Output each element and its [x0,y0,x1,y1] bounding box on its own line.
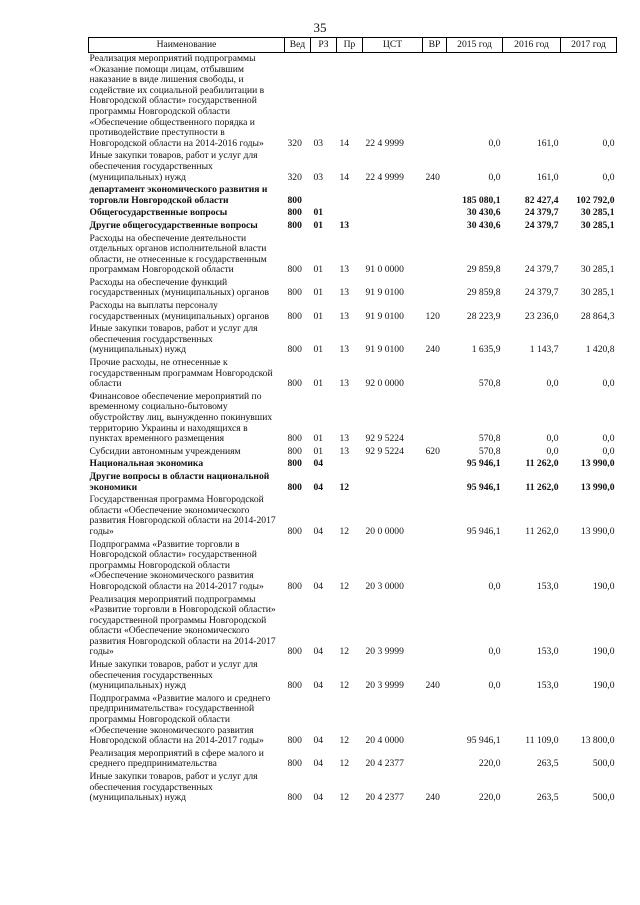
cell-rz: 04 [313,680,324,692]
cell-2017: 0,0 [602,433,615,445]
cell-pr: 12 [339,680,350,692]
cell-ved: 800 [287,580,302,592]
cell-ved: 320 [287,137,302,149]
cell-vr [423,594,447,660]
cell-rz: 04 [313,481,324,493]
cell-2017: 190,0 [592,646,615,658]
cell-name: Финансовое обеспечение мероприятий по временному социально-бытовому обустройству лиц, вынужденно покинувших территорию Украины и находящихся в пунктах временного размещения [89,390,273,445]
cell-rz: 04 [313,735,324,747]
cell-cst: 91 9 0100 [365,287,404,299]
cell-rz: 01 [313,287,324,299]
cell-name: Подпрограмма «Развитие торговли в Новгородской области» государственной программы Новгородской области «Обеспечение экономического развития Новгородской области на 2014-2017 годы» [89,538,264,592]
cell-ved: 800 [287,207,302,219]
cell-2016: 24 379,7 [524,287,559,299]
header-2017: 2017 год [561,38,617,53]
table-row [89,748,617,771]
cell-name: департамент экономического развития и торговли Новгородской области [89,184,268,206]
cell-pr: 13 [339,445,350,457]
cell-pr: 13 [339,310,350,322]
cell-pr: 12 [339,792,350,804]
cell-ved: 800 [287,378,302,390]
table-row [89,693,617,748]
cell-cst: 20 3 9999 [365,646,404,658]
cell-2016: 82 427,4 [524,194,559,206]
table-row [89,594,617,660]
cell-name: Подпрограмма «Развитие малого и среднего предпринимательства» государственной программы Новгородской области «Обеспечение экономического развития Новгородской области на 2014-2017 годы» [89,692,271,747]
table-row [89,323,617,357]
table-row [89,659,617,693]
header-2016: 2016 год [503,38,561,53]
cell-2016: 24 379,7 [524,219,559,231]
cell-2017: 0,0 [602,378,615,390]
cell-pr [337,207,363,220]
cell-cst: 91 9 0100 [365,344,404,356]
cell-rz: 01 [313,264,324,276]
table-header [89,38,617,53]
table-row [89,494,617,538]
cell-vr [423,391,447,446]
table-row [89,233,617,277]
cell-2016: 11 109,0 [525,735,559,747]
cell-2015: 570,8 [478,433,501,445]
cell-pr: 13 [339,264,350,276]
cell-ved: 800 [287,646,302,658]
cell-name: Расходы на обеспечение функций государственных (муниципальных) органов [89,276,270,299]
cell-name: Иные закупки товаров, работ и услуг для обеспечения государственных (муниципальных) нужд [89,771,258,804]
cell-name: Иные закупки товаров, работ и услуг для обеспечения государственных (муниципальных) нужд [89,150,258,183]
cell-2016: 0,0 [546,378,559,390]
table-row [89,300,617,323]
cell-vr [423,233,447,277]
cell-vr [423,471,447,494]
cell-2016: 161,0 [536,137,559,149]
cell-2017: 13 990,0 [580,458,615,470]
cell-2017: 0,0 [602,445,615,457]
cell-2017: 0,0 [602,137,615,149]
cell-2016: 24 379,7 [524,264,559,276]
cell-2017: 190,0 [592,680,615,692]
table-row [89,458,617,471]
cell-rz [311,184,337,207]
cell-ved: 800 [287,680,302,692]
cell-cst [363,184,423,207]
cell-ved: 320 [287,171,302,183]
cell-vr [423,494,447,538]
cell-2015: 29 859,8 [466,264,501,276]
cell-2016: 161,0 [536,171,559,183]
cell-rz: 01 [313,433,324,445]
header-cst: ЦСТ [363,38,423,53]
cell-2015: 29 859,8 [466,287,501,299]
cell-2017: 1 420,8 [585,344,615,356]
cell-2015: 28 223,9 [466,310,501,322]
cell-2015: 1 635,9 [471,344,501,356]
cell-2016: 24 379,7 [524,207,559,219]
cell-pr: 13 [339,287,350,299]
cell-vr: 240 [425,171,440,183]
cell-2015: 0,0 [488,680,501,692]
cell-2015: 0,0 [488,171,501,183]
cell-ved: 800 [287,310,302,322]
cell-vr [423,277,447,300]
cell-2015: 95 946,1 [466,481,501,493]
cell-vr [423,458,447,471]
cell-2017: 13 990,0 [580,525,615,537]
cell-rz: 04 [313,792,324,804]
cell-cst [363,458,423,471]
cell-pr: 12 [339,735,350,747]
cell-pr: 12 [339,646,350,658]
cell-cst: 92 9 5224 [365,433,404,445]
cell-2015: 570,8 [478,378,501,390]
table-row [89,357,617,391]
page-number: 35 [313,20,327,35]
cell-vr: 120 [425,310,440,322]
cell-cst [363,471,423,494]
cell-2017: 28 864,3 [580,310,615,322]
cell-vr: 240 [425,344,440,356]
cell-name: Прочие расходы, не отнесенные к государственным программам Новгородской области [89,357,273,390]
cell-2016: 263,5 [536,758,559,770]
cell-2015: 185 080,1 [462,194,501,206]
cell-vr [423,53,447,151]
table-row [89,446,617,459]
cell-rz: 04 [313,580,324,592]
cell-pr: 13 [339,433,350,445]
cell-name: Расходы на выплаты персоналу государственных (муниципальных) органов [89,300,270,322]
cell-pr: 12 [339,481,350,493]
cell-2015: 0,0 [488,580,501,592]
cell-name: Реализация мероприятий подпрограммы «Развитие торговли в Новгородской области» государственной программы Новгородской области «Обеспечение экономического развития Новгородской области на 2014-2017 годы» [89,593,276,658]
cell-name: Реализация мероприятий в сфере малого и среднего предпринимательства [89,747,264,770]
table-row [89,277,617,300]
cell-rz: 04 [313,646,324,658]
cell-cst: 20 4 2377 [365,758,404,770]
cell-name: Другие вопросы в области национальной экономики [89,470,270,493]
cell-2016: 153,0 [536,646,559,658]
cell-ved: 800 [287,735,302,747]
header-ved: Вед [285,38,311,53]
cell-2015: 570,8 [478,445,501,457]
cell-2017: 500,0 [592,792,615,804]
cell-2015: 0,0 [488,137,501,149]
cell-2016: 23 236,0 [524,310,559,322]
cell-name: Иные закупки товаров, работ и услуг для обеспечения государственных (муниципальных) нужд [89,659,258,692]
cell-cst [363,207,423,220]
cell-ved: 800 [287,445,302,457]
cell-pr: 14 [339,137,350,149]
cell-vr: 240 [425,680,440,692]
cell-vr [423,220,447,233]
cell-vr: 620 [425,445,440,457]
cell-2015: 95 946,1 [466,458,501,470]
cell-pr: 14 [339,171,350,183]
cell-cst: 91 0 0000 [365,264,404,276]
cell-cst [363,220,423,233]
cell-2016: 153,0 [536,680,559,692]
cell-cst: 20 3 9999 [365,680,404,692]
table-row [89,150,617,184]
cell-rz: 01 [313,378,324,390]
cell-2017: 30 285,1 [580,219,615,231]
cell-2017: 500,0 [592,758,615,770]
cell-ved: 800 [287,264,302,276]
cell-2017: 13 800,0 [580,735,615,747]
table-row [89,539,617,594]
cell-vr: 240 [425,792,440,804]
cell-pr: 13 [339,219,350,231]
cell-cst: 20 0 0000 [365,525,404,537]
cell-vr [423,748,447,771]
cell-name: Общегосударственные вопросы [89,207,228,219]
cell-rz: 03 [313,137,324,149]
cell-2016: 11 262,0 [525,525,559,537]
cell-vr [423,539,447,594]
cell-rz: 01 [313,310,324,322]
cell-2016: 11 262,0 [525,458,559,470]
cell-vr [423,184,447,207]
cell-2015: 30 430,6 [466,219,501,231]
cell-rz: 03 [313,171,324,183]
cell-pr [337,184,363,207]
cell-2016: 153,0 [536,580,559,592]
cell-rz: 04 [313,758,324,770]
table-row [89,220,617,233]
cell-2015: 30 430,6 [466,207,501,219]
cell-2016: 0,0 [546,445,559,457]
cell-pr: 13 [339,344,350,356]
cell-name: Расходы на обеспечение деятельности отдельных органов исполнительной власти области, не отнесенные к государственным программам Новгородской области [89,232,267,276]
cell-ved: 800 [287,344,302,356]
table-row [89,53,617,151]
cell-vr [423,357,447,391]
cell-cst: 22 4 9999 [365,171,404,183]
cell-2017: 190,0 [592,580,615,592]
cell-cst: 92 0 0000 [365,378,404,390]
cell-2016: 263,5 [536,792,559,804]
cell-2017: 102 792,0 [576,194,615,206]
cell-2015: 0,0 [488,646,501,658]
cell-name: Национальная экономика [89,458,204,470]
cell-cst: 91 9 0100 [365,310,404,322]
header-vr: ВР [423,38,447,53]
header-2015: 2015 год [447,38,503,53]
cell-2017: 0,0 [602,171,615,183]
cell-pr: 12 [339,525,350,537]
header-name: Наименование [89,38,285,53]
cell-2016: 11 262,0 [525,481,559,493]
cell-2015: 220,0 [478,792,501,804]
cell-2017: 30 285,1 [580,264,615,276]
cell-2015: 95 946,1 [466,525,501,537]
cell-name: Государственная программа Новгородской области «Обеспечение экономического развития Новгородской области на 2014-2017 годы» [89,494,276,537]
cell-2016: 1 143,7 [529,344,559,356]
cell-ved: 800 [287,287,302,299]
cell-name: Реализация мероприятий подпрограммы «Оказание помощи лицам, отбывшим наказание в виде лишения свободы, и содействие их социальной реабилитации в Новгородской области» государственной программы Новгородской области «Обеспечение общественного порядка и противодействие преступности в Новгородской области на 2014-2016 годы» [89,53,265,149]
cell-rz: 01 [313,219,324,231]
cell-2015: 220,0 [478,758,501,770]
table-body [89,53,617,805]
cell-ved: 800 [287,433,302,445]
cell-cst: 20 4 0000 [365,735,404,747]
cell-vr [423,693,447,748]
cell-ved: 800 [287,758,302,770]
cell-pr [337,458,363,471]
cell-cst: 22 4 9999 [365,137,404,149]
cell-name: Субсидии автономным учреждениям [89,445,241,457]
table-row [89,771,617,805]
cell-name: Иные закупки товаров, работ и услуг для обеспечения государственных (муниципальных) нужд [89,323,258,356]
cell-2017: 30 285,1 [580,207,615,219]
cell-pr: 13 [339,378,350,390]
cell-ved: 800 [287,219,302,231]
cell-ved: 800 [287,525,302,537]
cell-ved: 800 [287,458,302,470]
cell-rz: 04 [313,458,324,470]
cell-pr: 12 [339,580,350,592]
cell-2015: 95 946,1 [466,735,501,747]
table-row [89,184,617,207]
cell-cst: 92 9 5224 [365,445,404,457]
cell-rz: 01 [313,445,324,457]
table-row [89,207,617,220]
table-row [89,391,617,446]
cell-2017: 13 990,0 [580,481,615,493]
cell-rz: 01 [313,344,324,356]
cell-ved: 800 [287,792,302,804]
cell-pr: 12 [339,758,350,770]
cell-ved: 800 [287,481,302,493]
cell-rz: 01 [313,207,324,219]
cell-ved: 800 [287,194,302,206]
cell-vr [423,207,447,220]
cell-2016: 0,0 [546,433,559,445]
header-rz: РЗ [311,38,337,53]
cell-rz: 04 [313,525,324,537]
header-pr: Пр [337,38,363,53]
cell-2017: 30 285,1 [580,287,615,299]
cell-cst: 20 4 2377 [365,792,404,804]
table-row [89,471,617,494]
budget-table [88,37,617,805]
cell-cst: 20 3 0000 [365,580,404,592]
cell-name: Другие общегосударственные вопросы [89,219,258,231]
